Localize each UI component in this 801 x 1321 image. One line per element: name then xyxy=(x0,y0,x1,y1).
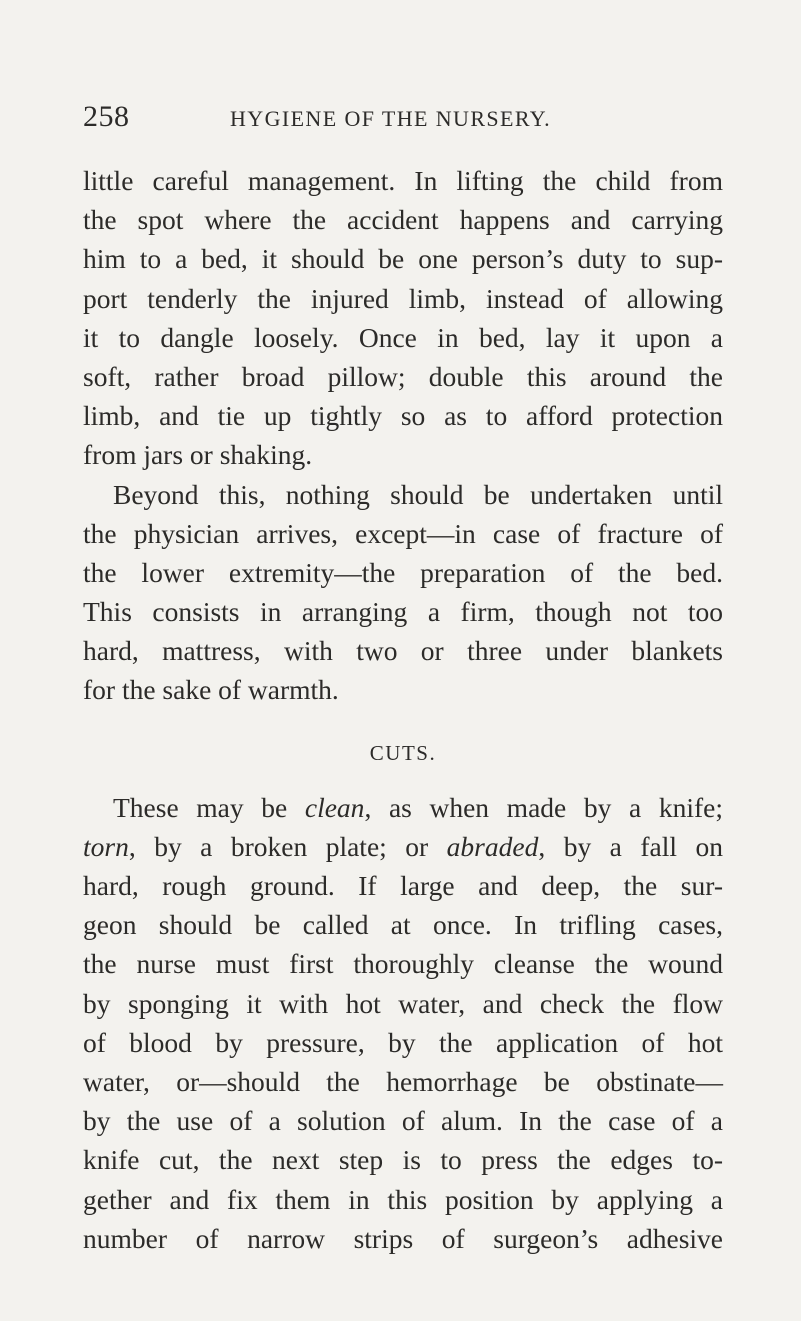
text-line: hard, rough ground. If large and deep, the sur- xyxy=(83,870,723,901)
text-span: These may be xyxy=(113,791,305,823)
text-line: for the sake of warmth. xyxy=(83,674,339,706)
text-line: the lower extremity—the preparation of the bed. xyxy=(83,556,723,588)
body-text xyxy=(83,161,723,1258)
text-line: him to a bed, it should be one person’s duty to sup- xyxy=(83,243,723,275)
text-line: geon should be called at once. In trifling cases, xyxy=(83,909,723,941)
page-header xyxy=(83,100,723,140)
text-line xyxy=(83,788,723,827)
text-line: limb, and tie up tightly so as to afford protection xyxy=(83,400,723,432)
text-span: , as when made by a knife; xyxy=(364,791,723,823)
text-line: hard, mattress, with two or three under blankets xyxy=(83,635,723,667)
running-head: HYGIENE OF THE NURSERY. xyxy=(230,106,552,131)
page-number: 258 xyxy=(83,100,130,133)
text-line: by the use of a solution of alum. In the case of a xyxy=(83,1105,723,1137)
text-line: number of narrow strips of surgeon’s adhesive xyxy=(83,1222,723,1254)
text-line: port tenderly the injured limb, instead of allowing xyxy=(83,282,723,314)
text-line: little careful management. In lifting the child from xyxy=(83,165,723,196)
italic-term: torn xyxy=(83,830,129,862)
text-line: by sponging it with hot water, and check the flow xyxy=(83,987,723,1019)
text-line: soft, rather broad pillow; double this around the xyxy=(83,360,723,392)
text-line: Beyond this, nothing should be undertaken until xyxy=(113,478,723,510)
text-span: , by a broken plate; or xyxy=(128,830,447,862)
text-span: , by a fall on xyxy=(538,830,723,862)
text-line: it to dangle loosely. Once in bed, lay it upon a xyxy=(83,321,723,353)
text-line: from jars or shaking. xyxy=(83,439,313,471)
text-line: the physician arrives, except—in case of fracture of xyxy=(83,517,723,549)
text-line: of blood by pressure, by the application of hot xyxy=(83,1026,723,1058)
text-line: gether and fix them in this position by applying a xyxy=(83,1183,723,1215)
text-line: water, or—should the hemorrhage be obstinate— xyxy=(83,1065,723,1097)
text-line xyxy=(83,827,723,866)
section-heading: CUTS. xyxy=(369,740,437,765)
italic-term: clean xyxy=(304,791,365,823)
text-line: This consists in arranging a firm, though not too xyxy=(83,596,723,628)
italic-term: abraded xyxy=(446,830,539,862)
text-line: the nurse must first thoroughly cleanse the wound xyxy=(83,948,723,980)
text-line: the spot where the accident happens and carrying xyxy=(83,204,723,236)
text-line: knife cut, the next step is to press the edges to- xyxy=(83,1144,723,1176)
